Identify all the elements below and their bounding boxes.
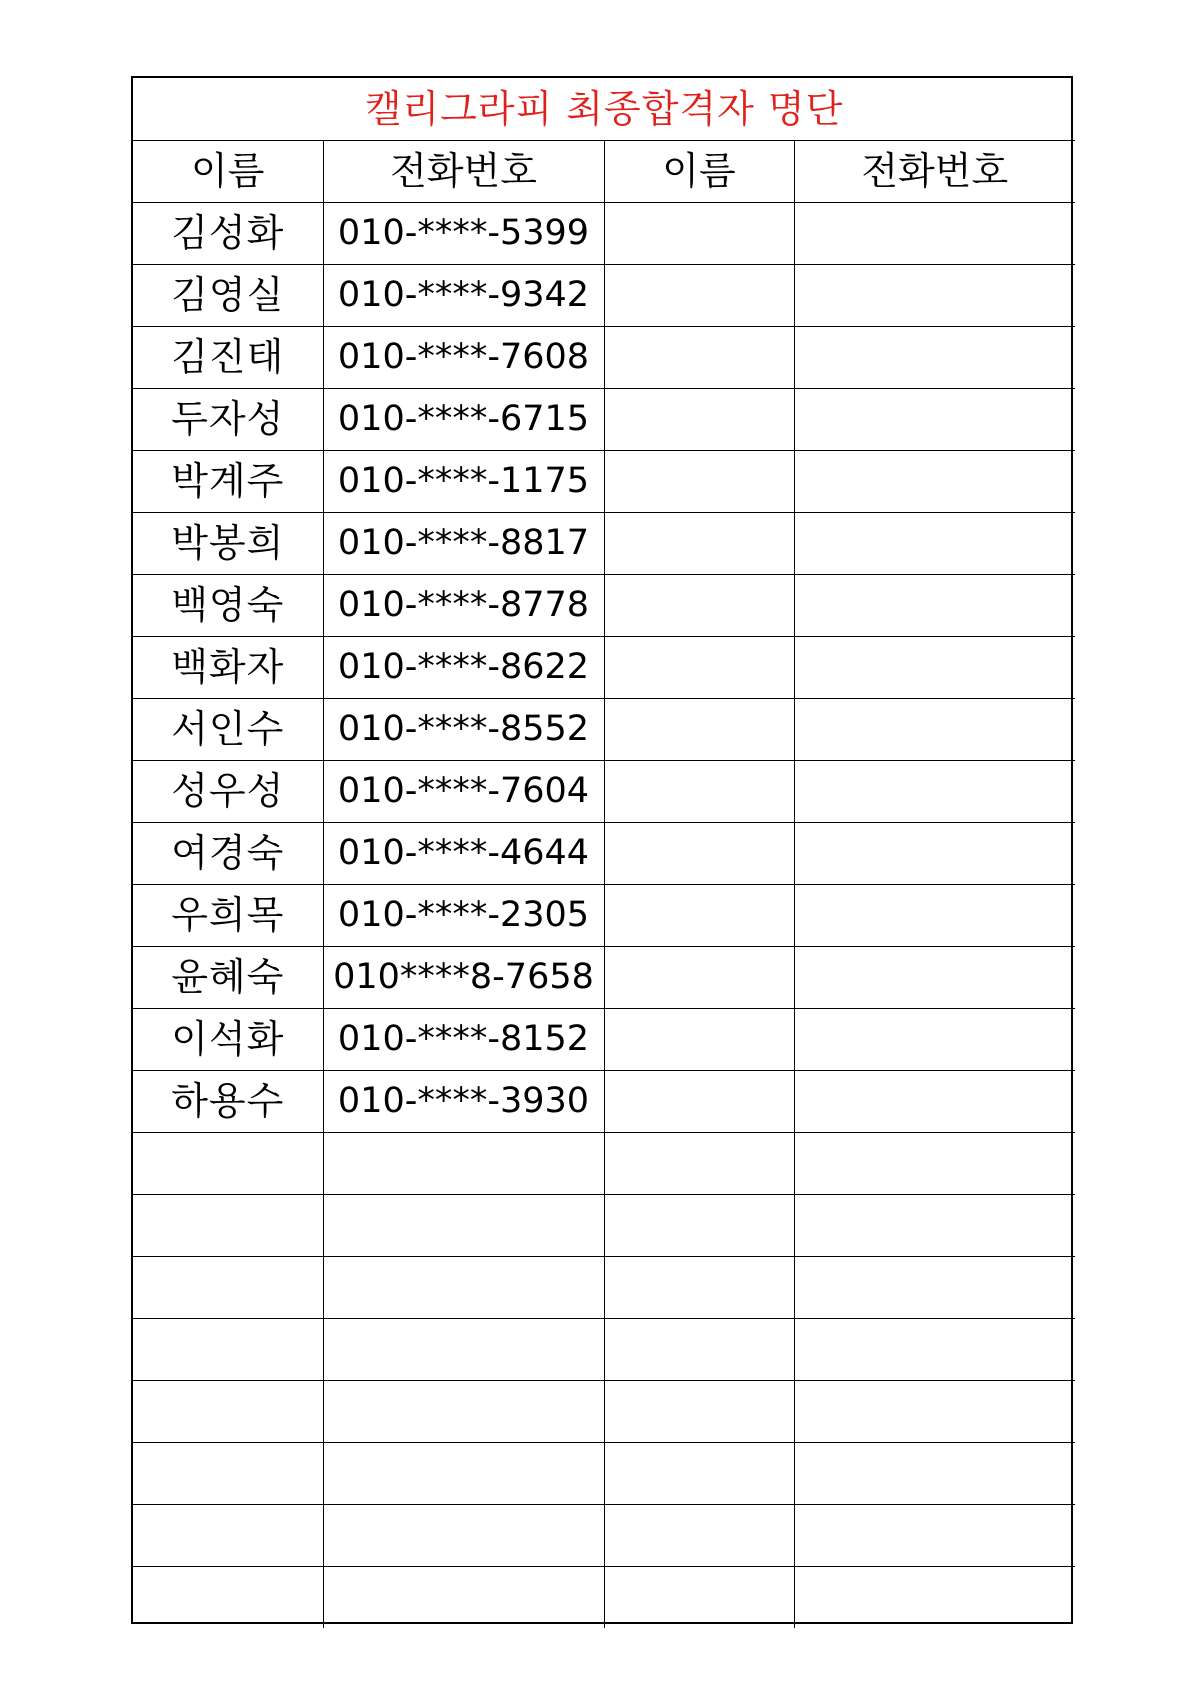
name-cell-2 <box>604 760 794 822</box>
name-cell-2 <box>604 1132 794 1194</box>
name-cell-2 <box>604 512 794 574</box>
phone-cell-2 <box>794 884 1075 946</box>
document-title: 캘리그라피 최종합격자 명단 <box>133 78 1075 140</box>
header-name-1: 이름 <box>133 140 323 202</box>
phone-cell-2 <box>794 388 1075 450</box>
phone-cell-2 <box>794 636 1075 698</box>
name-cell: 우희목 <box>133 884 323 946</box>
phone-cell-2 <box>794 512 1075 574</box>
name-cell-2 <box>604 1318 794 1380</box>
name-cell-2 <box>604 450 794 512</box>
phone-cell: 010-****-5399 <box>323 202 604 264</box>
name-cell-2 <box>604 1442 794 1504</box>
title-row <box>133 78 1075 140</box>
name-cell-2 <box>604 1504 794 1566</box>
name-cell-2 <box>604 1566 794 1628</box>
table-row <box>133 512 1075 574</box>
name-cell: 백화자 <box>133 636 323 698</box>
name-cell-2 <box>604 1256 794 1318</box>
table-row <box>133 264 1075 326</box>
phone-cell-2 <box>794 1318 1075 1380</box>
phone-cell <box>323 1256 604 1318</box>
phone-cell-2 <box>794 202 1075 264</box>
table-row <box>133 1318 1075 1380</box>
name-cell <box>133 1504 323 1566</box>
name-cell: 여경숙 <box>133 822 323 884</box>
name-cell <box>133 1318 323 1380</box>
phone-cell: 010-****-9342 <box>323 264 604 326</box>
table-row <box>133 1194 1075 1256</box>
phone-cell: 010-****-8778 <box>323 574 604 636</box>
name-cell: 윤혜숙 <box>133 946 323 1008</box>
table-row <box>133 326 1075 388</box>
phone-cell <box>323 1132 604 1194</box>
name-cell: 이석화 <box>133 1008 323 1070</box>
name-cell <box>133 1256 323 1318</box>
name-cell: 하용수 <box>133 1070 323 1132</box>
name-cell-2 <box>604 326 794 388</box>
table-row <box>133 884 1075 946</box>
header-name-2: 이름 <box>604 140 794 202</box>
phone-cell-2 <box>794 1566 1075 1628</box>
phone-cell-2 <box>794 326 1075 388</box>
phone-cell: 010-****-8817 <box>323 512 604 574</box>
name-cell <box>133 1194 323 1256</box>
header-row <box>133 140 1075 202</box>
name-cell-2 <box>604 698 794 760</box>
phone-cell-2 <box>794 1380 1075 1442</box>
table-row <box>133 946 1075 1008</box>
name-cell <box>133 1132 323 1194</box>
phone-cell-2 <box>794 1008 1075 1070</box>
name-cell <box>133 1380 323 1442</box>
name-cell: 김영실 <box>133 264 323 326</box>
table-row <box>133 1008 1075 1070</box>
name-cell: 박봉희 <box>133 512 323 574</box>
phone-cell <box>323 1194 604 1256</box>
name-cell-2 <box>604 636 794 698</box>
phone-cell: 010-****-8622 <box>323 636 604 698</box>
table-row <box>133 636 1075 698</box>
table-row <box>133 698 1075 760</box>
phone-cell: 010-****-1175 <box>323 450 604 512</box>
header-phone-2: 전화번호 <box>794 140 1075 202</box>
table-row <box>133 822 1075 884</box>
name-cell-2 <box>604 202 794 264</box>
table-row <box>133 388 1075 450</box>
name-cell-2 <box>604 574 794 636</box>
phone-cell-2 <box>794 822 1075 884</box>
name-cell-2 <box>604 884 794 946</box>
table-row <box>133 1566 1075 1628</box>
phone-cell: 010-****-7608 <box>323 326 604 388</box>
name-cell-2 <box>604 264 794 326</box>
phone-cell-2 <box>794 1256 1075 1318</box>
phone-cell: 010-****-8552 <box>323 698 604 760</box>
name-cell: 김진태 <box>133 326 323 388</box>
name-cell-2 <box>604 1070 794 1132</box>
phone-cell: 010-****-7604 <box>323 760 604 822</box>
roster-sheet <box>131 76 1073 1624</box>
table-row <box>133 574 1075 636</box>
phone-cell: 010-****-3930 <box>323 1070 604 1132</box>
table-row <box>133 202 1075 264</box>
name-cell-2 <box>604 822 794 884</box>
phone-cell: 010-****-4644 <box>323 822 604 884</box>
table-row <box>133 1256 1075 1318</box>
roster-body <box>133 78 1075 1628</box>
table-row <box>133 450 1075 512</box>
roster-table <box>133 78 1075 1628</box>
phone-cell <box>323 1566 604 1628</box>
table-row <box>133 760 1075 822</box>
phone-cell-2 <box>794 264 1075 326</box>
name-cell: 백영숙 <box>133 574 323 636</box>
phone-cell-2 <box>794 946 1075 1008</box>
name-cell-2 <box>604 1008 794 1070</box>
table-row <box>133 1442 1075 1504</box>
phone-cell <box>323 1380 604 1442</box>
phone-cell: 010-****-2305 <box>323 884 604 946</box>
name-cell: 김성화 <box>133 202 323 264</box>
name-cell <box>133 1566 323 1628</box>
phone-cell-2 <box>794 1504 1075 1566</box>
phone-cell <box>323 1318 604 1380</box>
phone-cell-2 <box>794 698 1075 760</box>
name-cell-2 <box>604 1194 794 1256</box>
phone-cell-2 <box>794 1194 1075 1256</box>
phone-cell-2 <box>794 1442 1075 1504</box>
name-cell: 성우성 <box>133 760 323 822</box>
phone-cell-2 <box>794 450 1075 512</box>
table-row <box>133 1504 1075 1566</box>
name-cell: 박계주 <box>133 450 323 512</box>
phone-cell: 010****8-7658 <box>323 946 604 1008</box>
name-cell: 서인수 <box>133 698 323 760</box>
name-cell <box>133 1442 323 1504</box>
phone-cell <box>323 1504 604 1566</box>
header-phone-1: 전화번호 <box>323 140 604 202</box>
name-cell-2 <box>604 1380 794 1442</box>
phone-cell <box>323 1442 604 1504</box>
table-row <box>133 1070 1075 1132</box>
phone-cell-2 <box>794 760 1075 822</box>
table-row <box>133 1380 1075 1442</box>
name-cell: 두자성 <box>133 388 323 450</box>
name-cell-2 <box>604 946 794 1008</box>
phone-cell-2 <box>794 1070 1075 1132</box>
phone-cell: 010-****-6715 <box>323 388 604 450</box>
name-cell-2 <box>604 388 794 450</box>
phone-cell-2 <box>794 1132 1075 1194</box>
phone-cell-2 <box>794 574 1075 636</box>
table-row <box>133 1132 1075 1194</box>
phone-cell: 010-****-8152 <box>323 1008 604 1070</box>
